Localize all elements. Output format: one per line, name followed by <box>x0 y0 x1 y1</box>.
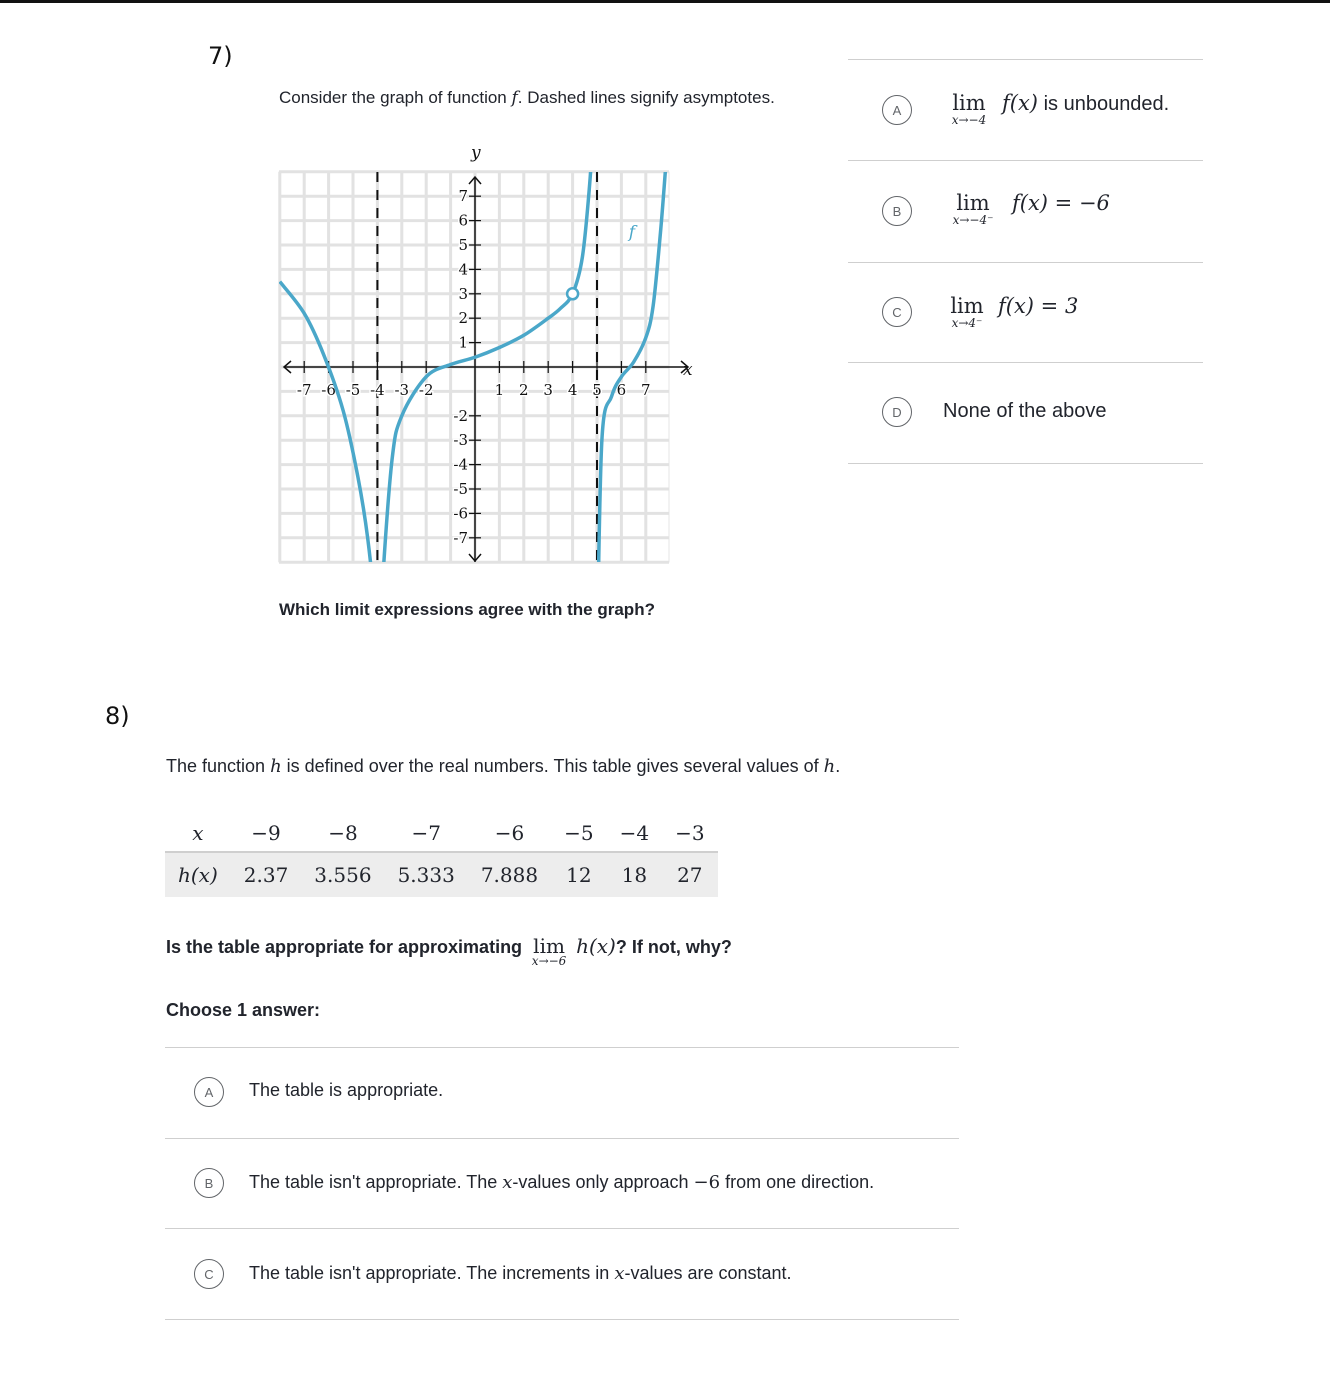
opt-mid: -values only approach <box>512 1172 694 1192</box>
expr: f(x) = −6 <box>1012 191 1110 215</box>
limit-b <box>940 192 1006 227</box>
opt-var: x <box>614 1263 625 1284</box>
x-tick-label: 2 <box>519 381 529 399</box>
table-cell: 2.37 <box>231 852 302 897</box>
lim-sub: x→−6 <box>531 954 567 968</box>
x-tick-label: -7 <box>296 381 312 399</box>
y-tick-label: -7 <box>453 528 468 547</box>
x-tick-label: 5 <box>592 381 602 399</box>
values-table <box>165 815 718 897</box>
divider <box>165 1319 959 1320</box>
y-tick-label: -6 <box>453 504 468 523</box>
divider <box>848 59 1203 60</box>
table-cell: −6 <box>494 821 525 845</box>
q7-prompt <box>279 88 775 108</box>
divider <box>165 1138 959 1139</box>
row-header-x: x <box>192 821 204 845</box>
q8-prompt-post: . <box>835 756 841 776</box>
curve-label: f <box>628 222 636 243</box>
lim-sub: x→−4 <box>951 113 987 127</box>
table-cell: −4 <box>619 821 650 845</box>
y-tick-label: -4 <box>453 455 468 474</box>
table-cell: 27 <box>662 852 717 897</box>
x-tick-label: 1 <box>494 381 505 399</box>
y-tick-label: 6 <box>458 211 468 230</box>
q8-question-post: ? If not, why? <box>615 937 732 957</box>
open-point <box>567 288 578 299</box>
x-tick-label: -2 <box>418 381 434 399</box>
opt-post: from one direction. <box>720 1172 875 1192</box>
y-tick-label: -2 <box>453 406 468 425</box>
option-letter-d: D <box>882 397 912 427</box>
q8-prompt-mid: is defined over the real numbers. This table gives several values of <box>281 756 824 776</box>
option-c-text <box>998 294 1078 319</box>
x-axis-label: x <box>683 360 693 380</box>
expr: f(x) <box>1002 91 1039 115</box>
y-tick-label: 7 <box>458 187 468 206</box>
expr: f(x) = 3 <box>998 294 1079 318</box>
lim-word: lim <box>950 294 984 318</box>
x-tick-label: 7 <box>641 381 651 399</box>
q7-prompt-var: f <box>511 88 518 108</box>
table-row-x <box>165 815 718 852</box>
x-tick-label: -6 <box>321 381 336 399</box>
divider <box>165 1228 959 1229</box>
table-cell: −5 <box>564 821 594 845</box>
lim-word: lim <box>533 934 565 958</box>
x-tick-label: 4 <box>567 381 578 399</box>
q8-prompt <box>166 756 840 777</box>
y-tick-label: 5 <box>458 236 468 254</box>
row-header-h: h(x) <box>165 852 231 897</box>
option-letter-b: B <box>882 196 912 226</box>
top-border <box>0 0 1330 3</box>
q8-prompt-var2: h <box>823 756 836 777</box>
y-tick-label: 1 <box>458 333 468 352</box>
q8-prompt-pre: The function <box>166 756 271 776</box>
x-tick-label: -5 <box>345 381 361 399</box>
lim-word: lim <box>952 91 986 115</box>
y-axis-label: y <box>471 143 481 163</box>
divider <box>848 362 1203 363</box>
option-letter-b: B <box>194 1168 224 1198</box>
table-cell: 5.333 <box>385 852 468 897</box>
option-a-text <box>1002 91 1169 116</box>
table-cell: −3 <box>675 821 705 845</box>
q7-prompt-post: . Dashed lines signify asymptotes. <box>517 88 775 107</box>
q7-prompt-pre: Consider the graph of function <box>279 88 512 107</box>
q8-question-pre: Is the table appropriate for approximating <box>166 937 528 957</box>
option-letter-c: C <box>882 297 912 327</box>
y-tick-label: 4 <box>458 260 468 279</box>
opt-post: -values are constant. <box>624 1263 792 1283</box>
table-cell: 12 <box>551 852 606 897</box>
opt-var: x <box>502 1172 513 1193</box>
option-a-text: The table is appropriate. <box>249 1080 444 1100</box>
lim-sub: x→−4⁻ <box>952 213 994 227</box>
table-cell: −9 <box>251 821 281 845</box>
option-letter-a: A <box>882 95 912 125</box>
y-tick-label: -3 <box>453 431 468 450</box>
x-tick-label: 3 <box>543 381 553 399</box>
lim-sub: x→4⁻ <box>951 316 983 330</box>
table-cell: 7.888 <box>468 852 551 897</box>
option-letter-c: C <box>194 1259 224 1289</box>
tail: is unbounded. <box>1038 93 1170 115</box>
option-b-text <box>249 1172 874 1193</box>
limit-c <box>940 295 994 330</box>
q8-prompt-var: h <box>270 756 282 777</box>
choose-label: Choose 1 answer: <box>166 1000 321 1020</box>
table-cell: 18 <box>607 852 662 897</box>
divider <box>848 160 1203 161</box>
table-cell: −8 <box>328 821 358 845</box>
divider <box>848 262 1203 263</box>
table-cell: −7 <box>411 821 441 845</box>
option-letter-a: A <box>194 1077 224 1107</box>
opt-pre: The table isn't appropriate. The increments in <box>249 1263 615 1283</box>
divider <box>848 463 1203 464</box>
q8-question <box>166 934 732 968</box>
opt-num: −6 <box>693 1172 721 1193</box>
table-row-h <box>165 852 718 897</box>
q8-question-expr: h(x) <box>576 934 616 958</box>
y-tick-label: 3 <box>458 284 468 303</box>
function-graph <box>270 140 710 570</box>
lim-word: lim <box>956 191 990 215</box>
opt-pre: The table isn't appropriate. The <box>249 1172 503 1192</box>
q7-question: Which limit expressions agree with the graph? <box>279 600 655 619</box>
x-tick-label: -4 <box>370 381 385 399</box>
table-cell: 3.556 <box>301 852 384 897</box>
x-tick-label: 6 <box>616 381 627 399</box>
q8-limit <box>527 934 571 968</box>
question-8-number: 8) <box>105 702 130 730</box>
option-b-text <box>1012 191 1110 216</box>
y-tick-label: 2 <box>458 309 468 328</box>
option-c-text <box>249 1263 792 1284</box>
y-tick-label: -5 <box>453 480 468 498</box>
x-tick-label: -3 <box>394 381 410 399</box>
divider <box>165 1047 959 1048</box>
option-d-text: None of the above <box>943 400 1107 422</box>
limit-a <box>940 92 998 127</box>
question-7-number: 7) <box>208 42 233 70</box>
